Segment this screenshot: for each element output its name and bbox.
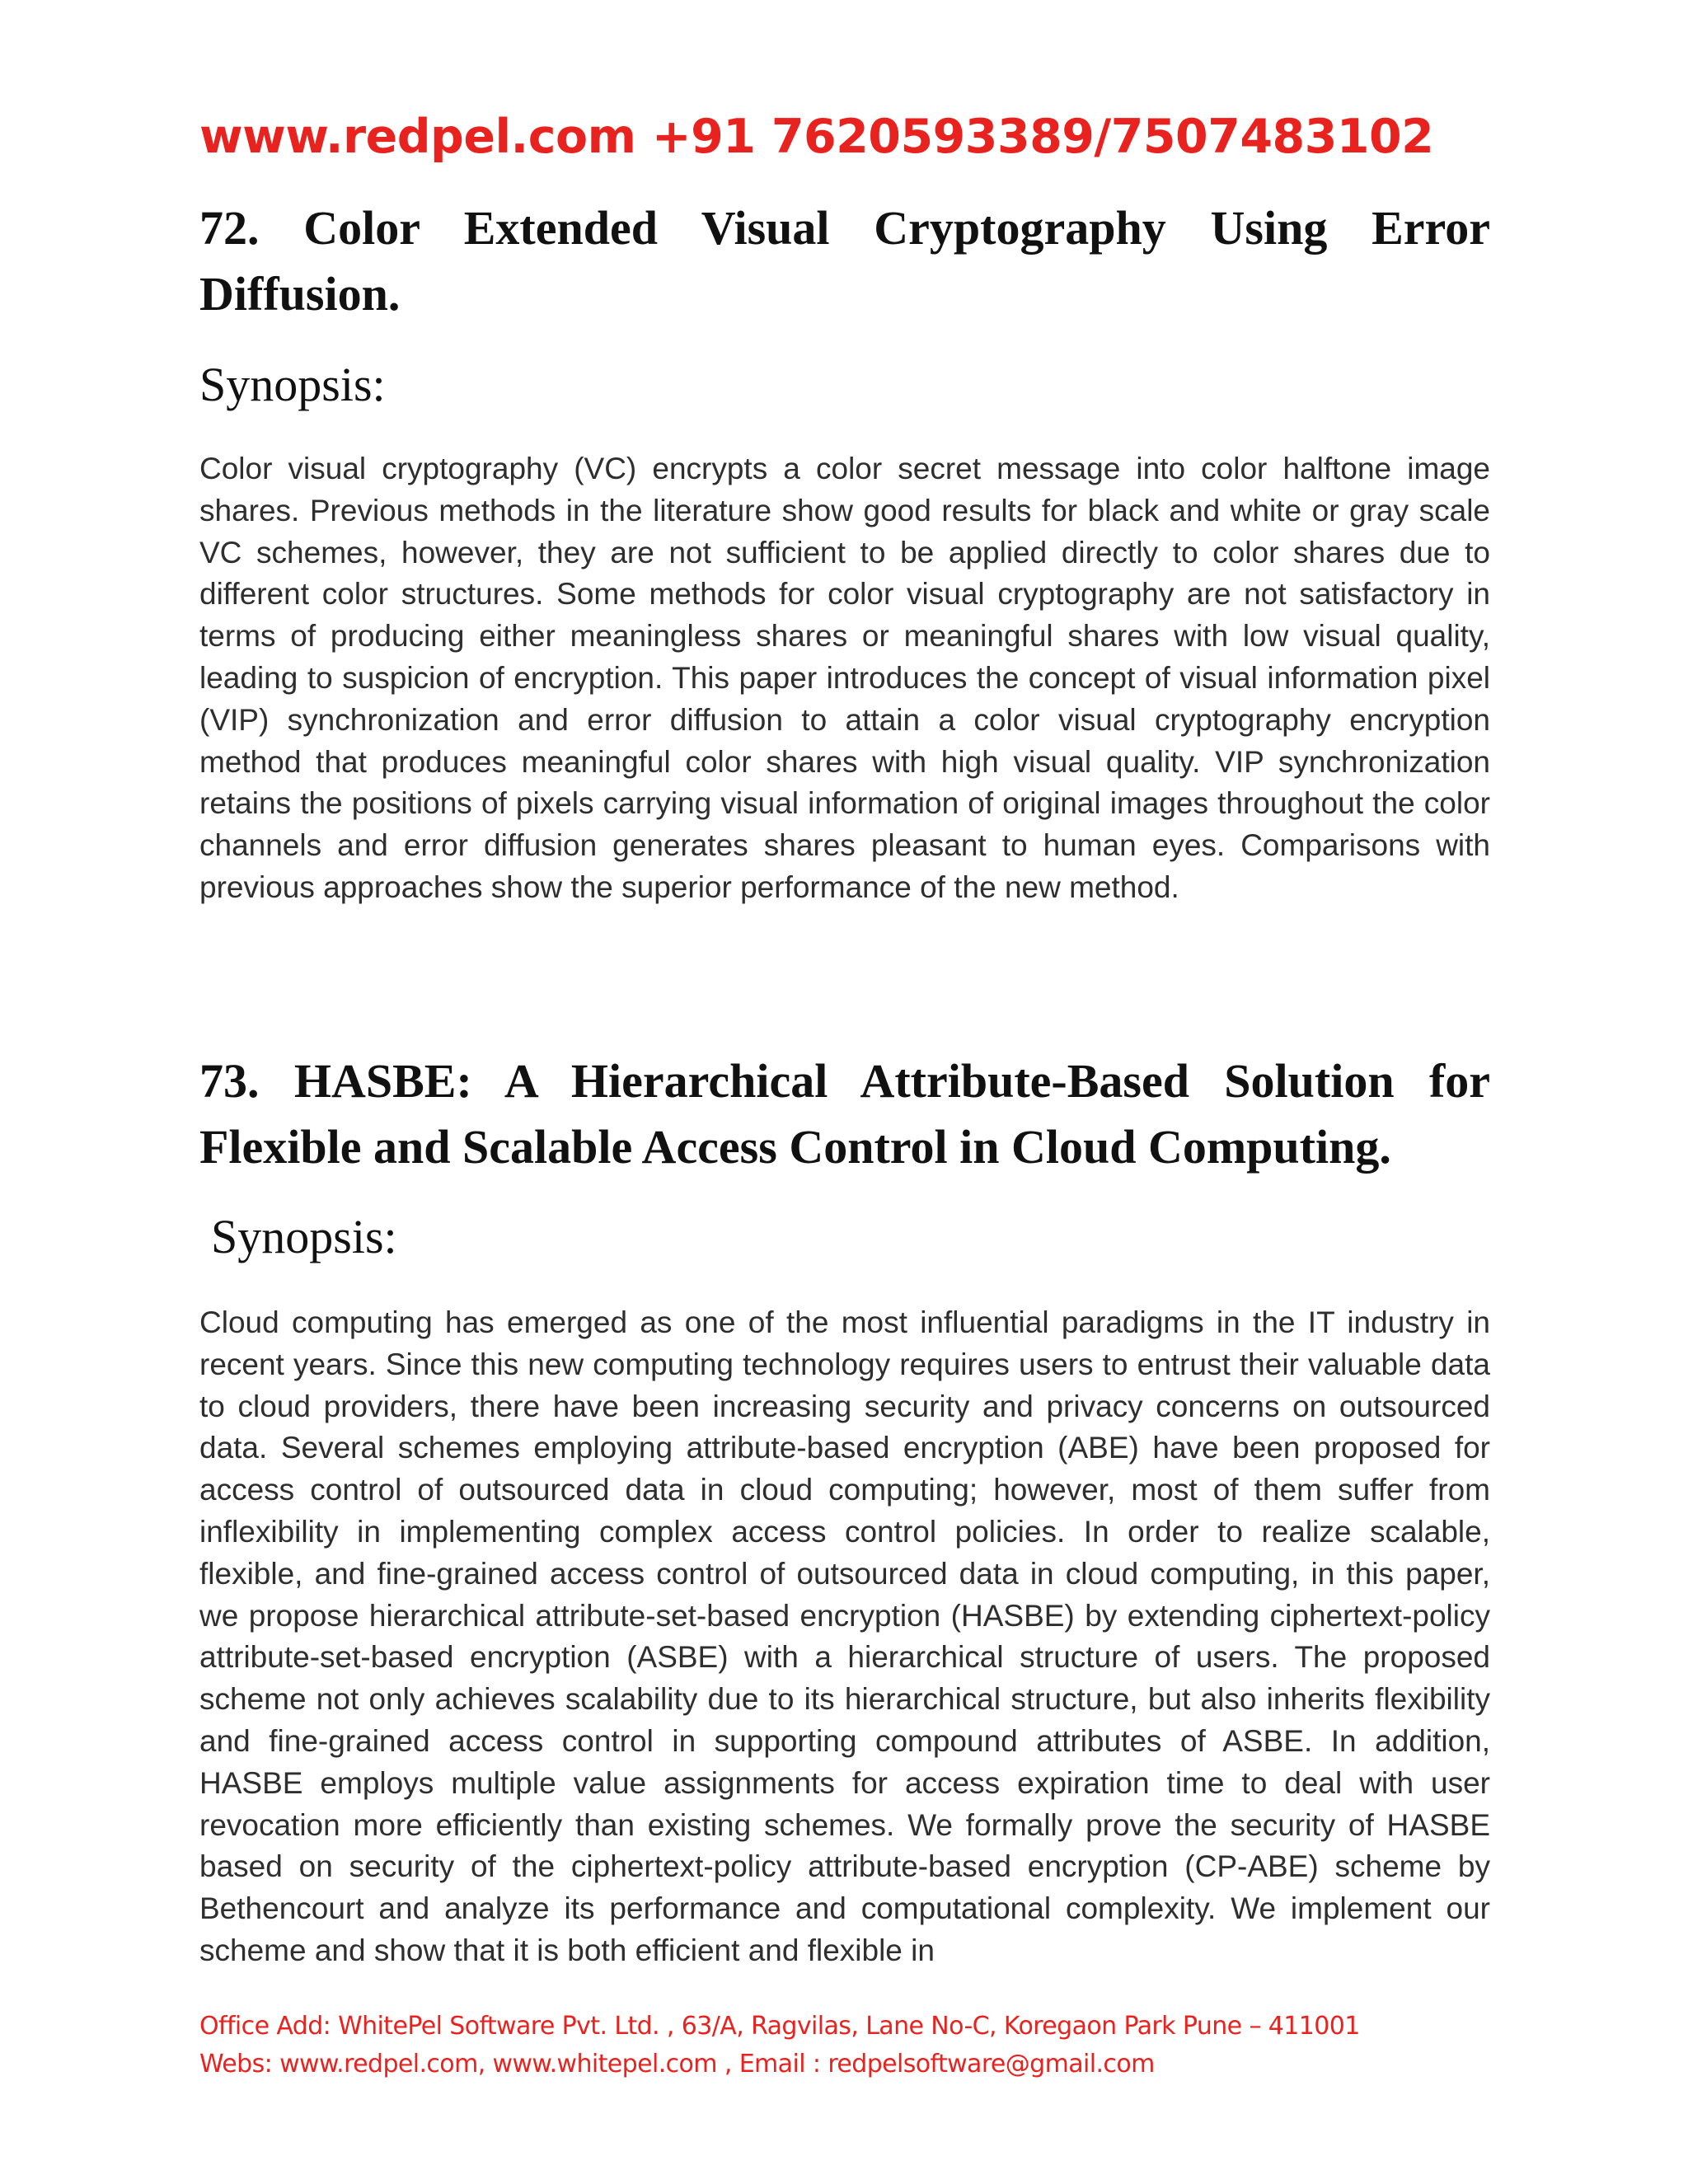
footer-address: Office Add: WhitePel Software Pvt. Ltd. , 63/A, Ragvilas, Lane No-C, Koregaon Park Pune – 411001: [199, 2012, 1360, 2041]
page-footer: [199, 2008, 1493, 2083]
section-title-73: 73. HASBE: A Hierarchical Attribute-Based Solution for Flexible and Scalable Access Control in Cloud Computing.: [199, 1054, 1490, 1174]
synopsis-body-73: Cloud computing has emerged as one of the most influential paradigms in the IT industry in recent years. Since this new computing technology requires users to entrust their valuable data to cloud providers, there have been increasing security and privacy concerns on outsourced data. Several schemes employing attribute-based encryption (ABE) have been proposed for access control of outsourced data in cloud computing; however, most of them suffer from inflexibility in implementing complex access control policies. In order to realize scalable, flexible, and fine-grained access control of outsourced data in cloud computing, in this paper, we propose hierarchical attribute-set-based encryption (HASBE) by extending ciphertext-policy attribute-set-based encryption (ASBE) with a hierarchical structure of users. The proposed scheme not only achieves scalability due to its hierarchical structure, but also inherits flexibility and fine-grained access control in supporting compound attributes of ASBE. In addition, HASBE employs multiple value assignments for access expiration time to deal with user revocation more efficiently than existing schemes. We formally prove the security of HASBE based on security of the ciphertext-policy attribute-based encryption (CP-ABE) scheme by Bethencourt and analyze its performance and computational complexity. We implement our scheme and show that it is both efficient and flexible in: [199, 1305, 1490, 1967]
synopsis-body-72: Color visual cryptography (VC) encrypts a color secret message into color halftone image shares. Previous methods in the literature show good results for black and white or gray scale VC schemes, however, they are not sufficient to be applied directly to color shares due to different color structures. Some methods for color visual cryptography are not satisfactory in terms of producing either meaningless shares or meaningful shares with low visual quality, leading to suspicion of encryption. This paper introduces the concept of visual information pixel (VIP) synchronization and error diffusion to attain a color visual cryptography encryption method that produces meaningful color shares with high visual quality. VIP synchronization retains the positions of pixels carrying visual information of original images throughout the color channels and error diffusion generates shares pleasant to human eyes. Comparisons with previous approaches show the superior performance of the new method.: [199, 452, 1490, 904]
header-contact: www.redpel.com +91 7620593389/7507483102: [199, 110, 1434, 164]
footer-web-links: Webs: www.redpel.com, www.whitepel.com , Email : redpelsoftware@gmail.com: [199, 2050, 1155, 2079]
section-title-72: 72. Color Extended Visual Cryptography Using Error Diffusion.: [199, 201, 1490, 321]
synopsis-heading-72: Synopsis:: [199, 358, 386, 411]
synopsis-heading-73: Synopsis:: [211, 1210, 397, 1263]
